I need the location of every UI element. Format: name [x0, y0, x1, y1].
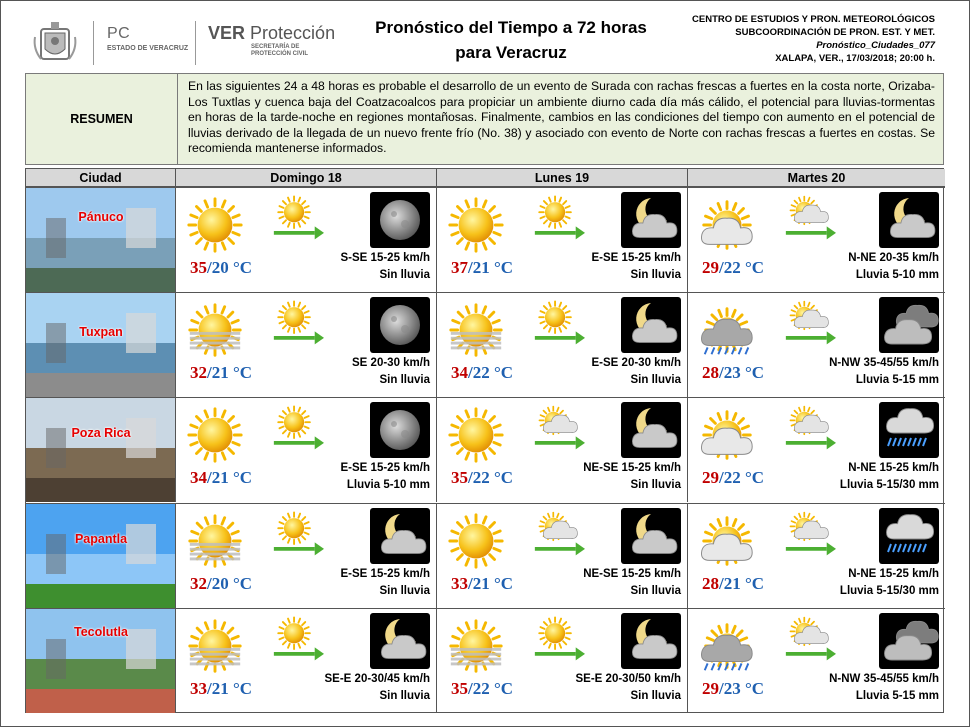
forecast-cell: [437, 188, 688, 292]
temp-max: 29: [702, 678, 719, 698]
temperature: [702, 679, 764, 699]
city-cell: [26, 398, 176, 502]
forecast-cell: [688, 188, 945, 292]
sun-icon: [445, 510, 507, 572]
wind-forecast: NE-SE 15-25 km/h: [583, 567, 681, 580]
moon-cloud-icon: [621, 508, 681, 564]
moon-cloud-icon: [621, 192, 681, 248]
page-title: [351, 15, 671, 65]
sun-fog-icon: [445, 299, 507, 361]
ver-logo-sub2: PROTECCIÓN CIVIL: [251, 51, 309, 57]
header-divider: [195, 21, 196, 65]
pc-logo-text: PC: [107, 25, 131, 42]
moon-icon: [370, 297, 430, 353]
temp-max: 29: [702, 258, 719, 277]
rain-forecast: Lluvia 5-10 mm: [346, 479, 430, 492]
temp-max: 34: [451, 363, 468, 383]
sun-fog-icon: [184, 615, 246, 677]
header-divider: [93, 21, 94, 65]
temp-separator: /: [719, 363, 724, 383]
temperature: [190, 679, 252, 699]
forecast-cell: [688, 609, 945, 713]
moon-cloud-icon: [621, 613, 681, 669]
rain-night-icon: [879, 508, 939, 564]
temp-max: 33: [190, 678, 207, 698]
temp-min: 21: [472, 258, 490, 277]
column-header-city: Ciudad: [26, 169, 176, 187]
temp-max: 37: [451, 258, 468, 277]
city-name: Papantla: [74, 531, 128, 546]
temp-separator: /: [207, 258, 212, 277]
temp-separator: /: [719, 468, 724, 488]
pc-logo-subtitle: ESTADO DE VERACRUZ: [107, 45, 189, 52]
sun-cloud-wind-icon: [780, 402, 840, 454]
temp-separator: /: [468, 573, 473, 593]
rain-forecast: Sin lluvia: [630, 374, 681, 387]
city-name: Tuxpan: [79, 325, 123, 340]
temp-min: 22: [472, 363, 490, 383]
temp-min: 22: [472, 678, 490, 698]
temp-unit: °C: [744, 363, 765, 383]
rain-night-icon: [879, 402, 939, 458]
temp-max: 35: [451, 678, 468, 698]
sun-wind-icon: [529, 297, 589, 349]
temperature: [190, 574, 252, 594]
city-name: Poza Rica: [71, 426, 131, 441]
temp-max: 32: [190, 573, 207, 593]
temp-min: 22: [723, 468, 741, 488]
rain-forecast: Sin lluvia: [379, 689, 430, 702]
column-header-day: Martes 20: [688, 169, 945, 187]
temp-separator: /: [719, 573, 724, 593]
rain-forecast: Sin lluvia: [630, 269, 681, 281]
sun-fog-icon: [445, 615, 507, 677]
moon-cloud-icon: [370, 508, 430, 564]
forecast-cell: [437, 609, 688, 713]
sun-cloud-wind-icon: [780, 508, 840, 560]
title-line-2: para Veracruz: [455, 43, 567, 62]
forecast-cell: [176, 398, 437, 502]
sun-icon: [445, 194, 507, 256]
temperature: [702, 363, 764, 383]
temp-unit: °C: [232, 363, 253, 383]
wind-forecast: S-SE 15-25 km/h: [340, 252, 430, 264]
issuer-info: [645, 13, 935, 65]
sun-wind-icon: [268, 297, 328, 349]
issuer-line-4: XALAPA, VER., 17/03/2018; 20:00 h.: [775, 53, 935, 64]
temp-min: 20: [211, 258, 229, 277]
ver-logo-subtitle: [251, 44, 308, 58]
forecast-row: [26, 608, 945, 713]
wind-forecast: E-SE 15-25 km/h: [591, 252, 681, 264]
forecast-table: [25, 168, 944, 713]
issuer-line-2: SUBCOORDINACIÓN DE PRON. EST. Y MET.: [735, 27, 935, 38]
rain-forecast: Lluvia 5-10 mm: [855, 269, 939, 281]
temp-max: 33: [451, 573, 468, 593]
forecast-cell: [437, 504, 688, 608]
temp-max: 32: [190, 363, 207, 383]
temperature: [190, 258, 252, 278]
temp-separator: /: [207, 678, 212, 698]
sun-cloud-wind-icon: [529, 402, 589, 454]
cloud-night-icon: [879, 297, 939, 353]
city-photo: [26, 504, 176, 608]
sun-rain-icon: [696, 615, 758, 677]
rain-forecast: Sin lluvia: [379, 584, 430, 597]
summary-text: En las siguientes 24 a 48 horas es probable el desarrollo de un evento de Surada con rachas frescas a fuertes en la costa norte, Orizaba-Los Tuxtlas y cuenca baja del Coatzacoalcos para propiciar un ambiente diurno cada día más cálido, el potencial para lluvias-tormentas en horas de la tarde-noche en regiones montañosas. Finalmente, cambios en las condiciones del tiempo con aumento en el potencial de lluvias derivado de la llegada de un nuevo frente frío (No. 38) y asociado con evento de Norte con rachas frescas a fuertes en costas. Se recomienda mantenerse informados.: [178, 74, 943, 164]
city-photo: [26, 188, 176, 292]
sun-icon: [445, 404, 507, 466]
city-name: Pánuco: [78, 210, 124, 224]
column-header-day: Lunes 19: [437, 169, 688, 187]
wind-forecast: N-NE 20-35 km/h: [848, 252, 939, 264]
city-cell: [26, 609, 176, 713]
sun-fog-icon: [184, 299, 246, 361]
temperature: [451, 363, 513, 383]
temp-max: 35: [190, 258, 207, 277]
sun-wind-icon: [268, 613, 328, 665]
temp-max: 34: [190, 468, 207, 488]
temp-min: 23: [723, 678, 741, 698]
temp-unit: °C: [493, 573, 514, 593]
temp-min: 20: [211, 573, 229, 593]
rain-forecast: Lluvia 5-15/30 mm: [839, 584, 939, 597]
wind-forecast: E-SE 15-25 km/h: [340, 567, 430, 580]
rain-forecast: Lluvia 5-15 mm: [855, 689, 939, 702]
forecast-cell: [176, 293, 437, 397]
forecast-cell: [688, 504, 945, 608]
moon-cloud-icon: [879, 192, 939, 248]
temp-separator: /: [468, 363, 473, 383]
sun-icon: [184, 194, 246, 256]
moon-cloud-icon: [621, 297, 681, 353]
ver-proteccion-logo: [208, 23, 335, 44]
temp-unit: °C: [493, 258, 514, 277]
city-cell: [26, 293, 176, 397]
rain-forecast: Sin lluvia: [630, 479, 681, 492]
sun-wind-icon: [268, 508, 328, 560]
temp-min: 23: [723, 363, 741, 383]
sun-wind-icon: [268, 402, 328, 454]
rain-forecast: Sin lluvia: [630, 584, 681, 597]
temp-min: 22: [472, 468, 490, 488]
rain-forecast: Sin lluvia: [630, 689, 681, 702]
title-line-1: Pronóstico del Tiempo a 72 horas: [375, 18, 647, 37]
temp-separator: /: [719, 678, 724, 698]
sun-icon: [184, 404, 246, 466]
temp-separator: /: [207, 363, 212, 383]
forecast-row: [26, 397, 945, 502]
temp-unit: °C: [744, 678, 765, 698]
temperature: [451, 468, 513, 488]
sun-wind-icon: [268, 192, 328, 244]
temp-unit: °C: [493, 363, 514, 383]
sun-fog-icon: [184, 510, 246, 572]
temp-min: 22: [723, 258, 741, 277]
city-name: Tecolutla: [74, 624, 128, 639]
cloud-night-icon: [879, 613, 939, 669]
ver-logo-a: VER: [208, 23, 246, 43]
temperature: [190, 468, 252, 488]
forecast-cell: [176, 188, 437, 292]
wind-forecast: SE 20-30 km/h: [352, 357, 430, 370]
forecast-row: [26, 503, 945, 608]
sun-cloud-wind-icon: [529, 508, 589, 560]
temp-min: 21: [723, 573, 741, 593]
city-cell: [26, 188, 176, 292]
wind-forecast: SE-E 20-30/50 km/h: [575, 672, 681, 685]
moon-cloud-icon: [621, 402, 681, 458]
forecast-cell: [176, 609, 437, 713]
sun-cloud-icon: [696, 194, 758, 256]
wind-forecast: E-SE 15-25 km/h: [340, 462, 430, 475]
moon-icon: [370, 192, 430, 248]
temp-unit: °C: [493, 468, 514, 488]
temp-min: 21: [211, 678, 229, 698]
sun-cloud-wind-icon: [780, 192, 840, 244]
temp-separator: /: [719, 258, 724, 277]
temp-max: 28: [702, 363, 719, 383]
ver-logo-sub1: SECRETARÍA DE: [251, 44, 300, 50]
temperature: [702, 574, 764, 594]
sun-cloud-icon: [696, 404, 758, 466]
temp-separator: /: [468, 258, 473, 277]
forecast-row: [26, 292, 945, 397]
sun-rain-icon: [696, 299, 758, 361]
temp-max: 28: [702, 573, 719, 593]
temperature: [451, 574, 513, 594]
temp-max: 29: [702, 468, 719, 488]
rain-forecast: Lluvia 5-15/30 mm: [839, 479, 939, 492]
temp-separator: /: [207, 573, 212, 593]
temp-unit: °C: [744, 573, 765, 593]
summary-box: [25, 73, 944, 165]
temp-separator: /: [468, 468, 473, 488]
temp-unit: °C: [232, 468, 253, 488]
temp-separator: /: [207, 468, 212, 488]
temp-unit: °C: [744, 258, 765, 277]
temp-unit: °C: [493, 678, 514, 698]
temperature: [190, 363, 252, 383]
issuer-line-3: Pronóstico_Ciudades_077: [816, 40, 935, 51]
temp-max: 35: [451, 468, 468, 488]
temp-separator: /: [468, 678, 473, 698]
temperature: [451, 258, 513, 278]
wind-forecast: E-SE 20-30 km/h: [591, 357, 681, 370]
moon-cloud-icon: [370, 613, 430, 669]
rain-forecast: Lluvia 5-15 mm: [855, 374, 939, 387]
column-header-day: Domingo 18: [176, 169, 437, 187]
temp-unit: °C: [232, 573, 253, 593]
rain-forecast: Sin lluvia: [379, 374, 430, 387]
wind-forecast: NE-SE 15-25 km/h: [583, 462, 681, 475]
temp-min: 21: [211, 468, 229, 488]
temp-min: 21: [472, 573, 490, 593]
sun-wind-icon: [529, 613, 589, 665]
temperature: [702, 258, 764, 278]
wind-forecast: N-NE 15-25 km/h: [848, 567, 939, 580]
temp-min: 21: [211, 363, 229, 383]
ver-logo-b: Protección: [250, 23, 336, 43]
forecast-cell: [688, 293, 945, 397]
city-photo: [26, 293, 176, 397]
wind-forecast: N-NW 35-45/55 km/h: [829, 672, 939, 685]
forecast-cell: [437, 293, 688, 397]
wind-forecast: N-NE 15-25 km/h: [848, 462, 939, 475]
issuer-line-1: CENTRO DE ESTUDIOS Y PRON. METEOROLÓGICOS: [692, 14, 935, 25]
rain-forecast: Sin lluvia: [379, 269, 430, 281]
city-cell: [26, 504, 176, 608]
forecast-cell: [688, 398, 945, 502]
temp-unit: °C: [232, 258, 253, 277]
sun-cloud-wind-icon: [780, 297, 840, 349]
temperature: [702, 468, 764, 488]
sun-cloud-icon: [696, 510, 758, 572]
forecast-cell: [176, 504, 437, 608]
wind-forecast: SE-E 20-30/45 km/h: [324, 672, 430, 685]
wind-forecast: N-NW 35-45/55 km/h: [829, 357, 939, 370]
summary-label: RESUMEN: [26, 74, 178, 164]
sun-cloud-wind-icon: [780, 613, 840, 665]
city-photo: [26, 398, 176, 502]
temp-unit: °C: [232, 678, 253, 698]
forecast-row: [26, 187, 945, 292]
veracruz-seal-logo: [31, 19, 79, 65]
moon-icon: [370, 402, 430, 458]
forecast-cell: [437, 398, 688, 502]
temperature: [451, 679, 513, 699]
sun-wind-icon: [529, 192, 589, 244]
temp-unit: °C: [744, 468, 765, 488]
